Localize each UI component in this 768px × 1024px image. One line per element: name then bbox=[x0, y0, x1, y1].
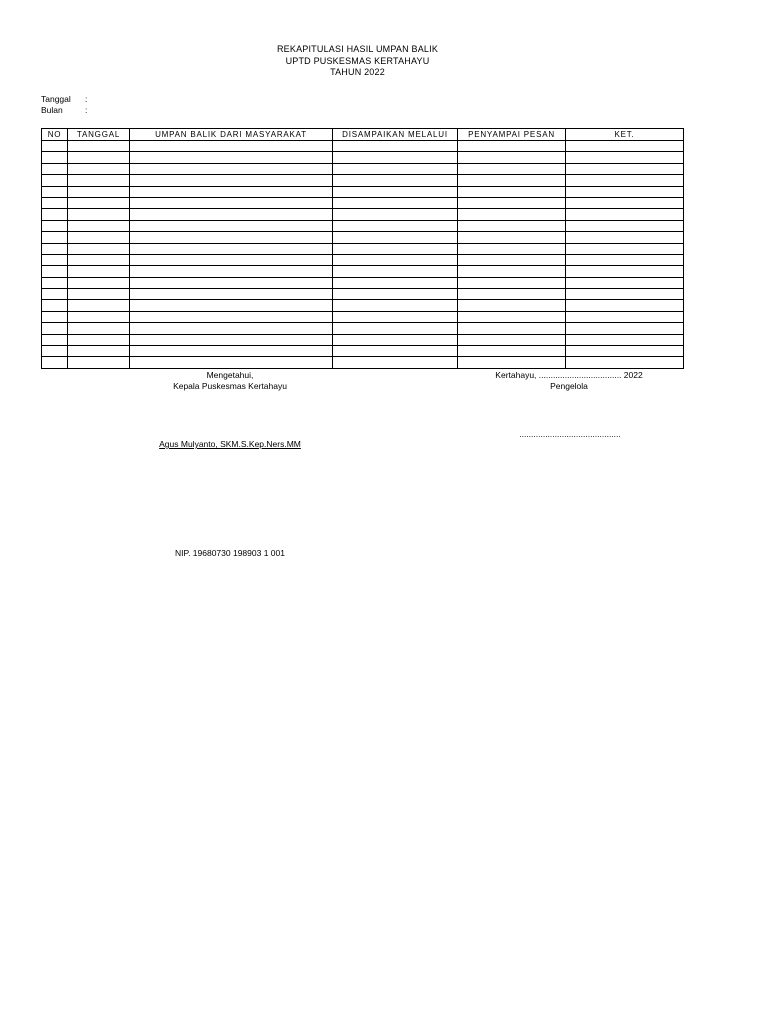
cell-ket bbox=[566, 289, 684, 300]
cell-penyampai-pesan bbox=[458, 152, 566, 163]
cell-disampaikan-melalui bbox=[333, 163, 458, 174]
cell-ket bbox=[566, 311, 684, 322]
cell-tanggal bbox=[68, 163, 130, 174]
bulan-label: Bulan bbox=[41, 105, 63, 115]
table-row bbox=[42, 163, 684, 174]
cell-disampaikan-melalui bbox=[333, 197, 458, 208]
cell-ket bbox=[566, 357, 684, 368]
cell-umpan-balik bbox=[130, 152, 333, 163]
cell-umpan-balik bbox=[130, 186, 333, 197]
col-header-ket: KET. bbox=[566, 129, 684, 141]
cell-tanggal bbox=[68, 277, 130, 288]
table-row bbox=[42, 209, 684, 220]
head-title: Kepala Puskesmas Kertahayu bbox=[173, 381, 287, 391]
cell-ket bbox=[566, 277, 684, 288]
cell-umpan-balik bbox=[130, 254, 333, 265]
cell-no bbox=[42, 323, 68, 334]
meta-bulan bbox=[41, 105, 87, 116]
document-title bbox=[0, 44, 715, 79]
cell-no bbox=[42, 289, 68, 300]
cell-penyampai-pesan bbox=[458, 209, 566, 220]
cell-penyampai-pesan bbox=[458, 220, 566, 231]
cell-umpan-balik bbox=[130, 300, 333, 311]
cell-no bbox=[42, 186, 68, 197]
cell-disampaikan-melalui bbox=[333, 186, 458, 197]
cell-ket bbox=[566, 266, 684, 277]
cell-penyampai-pesan bbox=[458, 277, 566, 288]
cell-disampaikan-melalui bbox=[333, 243, 458, 254]
cell-umpan-balik bbox=[130, 266, 333, 277]
cell-tanggal bbox=[68, 152, 130, 163]
cell-ket bbox=[566, 141, 684, 152]
cell-umpan-balik bbox=[130, 311, 333, 322]
table-row bbox=[42, 254, 684, 265]
cell-ket bbox=[566, 220, 684, 231]
cell-no bbox=[42, 220, 68, 231]
cell-umpan-balik bbox=[130, 243, 333, 254]
table-row bbox=[42, 334, 684, 345]
cell-disampaikan-melalui bbox=[333, 346, 458, 357]
cell-no bbox=[42, 277, 68, 288]
cell-tanggal bbox=[68, 232, 130, 243]
cell-disampaikan-melalui bbox=[333, 141, 458, 152]
cell-umpan-balik bbox=[130, 334, 333, 345]
manager-role: Pengelola bbox=[550, 381, 588, 391]
cell-disampaikan-melalui bbox=[333, 277, 458, 288]
cell-penyampai-pesan bbox=[458, 289, 566, 300]
title-line-2: UPTD PUSKESMAS KERTAHAYU bbox=[285, 55, 430, 66]
cell-ket bbox=[566, 300, 684, 311]
cell-tanggal bbox=[68, 220, 130, 231]
place-date: Kertahayu, ................................... 2022 bbox=[495, 370, 643, 380]
cell-penyampai-pesan bbox=[458, 254, 566, 265]
cell-penyampai-pesan bbox=[458, 311, 566, 322]
cell-umpan-balik bbox=[130, 357, 333, 368]
cell-disampaikan-melalui bbox=[333, 175, 458, 186]
table-row bbox=[42, 175, 684, 186]
cell-penyampai-pesan bbox=[458, 186, 566, 197]
col-header-no: NO bbox=[42, 129, 68, 141]
cell-penyampai-pesan bbox=[458, 232, 566, 243]
cell-disampaikan-melalui bbox=[333, 266, 458, 277]
table-body bbox=[42, 141, 684, 369]
cell-disampaikan-melalui bbox=[333, 220, 458, 231]
table-row bbox=[42, 357, 684, 368]
cell-ket bbox=[566, 163, 684, 174]
cell-no bbox=[42, 266, 68, 277]
cell-penyampai-pesan bbox=[458, 300, 566, 311]
cell-disampaikan-melalui bbox=[333, 209, 458, 220]
cell-penyampai-pesan bbox=[458, 323, 566, 334]
title-line-1: REKAPITULASI HASIL UMPAN BALIK bbox=[276, 44, 439, 54]
cell-tanggal bbox=[68, 141, 130, 152]
table-row bbox=[42, 141, 684, 152]
cell-tanggal bbox=[68, 311, 130, 322]
cell-umpan-balik bbox=[130, 209, 333, 220]
cell-tanggal bbox=[68, 334, 130, 345]
cell-tanggal bbox=[68, 175, 130, 186]
cell-ket bbox=[566, 334, 684, 345]
cell-penyampai-pesan bbox=[458, 175, 566, 186]
cell-no bbox=[42, 346, 68, 357]
cell-disampaikan-melalui bbox=[333, 289, 458, 300]
cell-penyampai-pesan bbox=[458, 243, 566, 254]
cell-tanggal bbox=[68, 243, 130, 254]
cell-disampaikan-melalui bbox=[333, 254, 458, 265]
table-row bbox=[42, 323, 684, 334]
cell-tanggal bbox=[68, 289, 130, 300]
manager-name-placeholder: ........................................... bbox=[519, 429, 621, 439]
cell-ket bbox=[566, 175, 684, 186]
cell-disampaikan-melalui bbox=[333, 300, 458, 311]
cell-disampaikan-melalui bbox=[333, 357, 458, 368]
table-row bbox=[42, 311, 684, 322]
cell-umpan-balik bbox=[130, 220, 333, 231]
cell-disampaikan-melalui bbox=[333, 152, 458, 163]
cell-umpan-balik bbox=[130, 277, 333, 288]
cell-no bbox=[42, 209, 68, 220]
cell-umpan-balik bbox=[130, 346, 333, 357]
table-row bbox=[42, 152, 684, 163]
col-header-disampaikan-melalui: DISAMPAIKAN MELALUI bbox=[333, 129, 458, 141]
cell-penyampai-pesan bbox=[458, 197, 566, 208]
cell-ket bbox=[566, 254, 684, 265]
cell-no bbox=[42, 232, 68, 243]
cell-no bbox=[42, 357, 68, 368]
cell-ket bbox=[566, 197, 684, 208]
table-row bbox=[42, 232, 684, 243]
table-row bbox=[42, 197, 684, 208]
cell-penyampai-pesan bbox=[458, 141, 566, 152]
cell-umpan-balik bbox=[130, 323, 333, 334]
cell-umpan-balik bbox=[130, 163, 333, 174]
cell-tanggal bbox=[68, 254, 130, 265]
recap-table bbox=[41, 128, 684, 369]
table-row bbox=[42, 243, 684, 254]
acknowledged-label: Mengetahui, bbox=[206, 370, 254, 380]
cell-umpan-balik bbox=[130, 175, 333, 186]
head-nip: NIP. 19680730 198903 1 001 bbox=[175, 548, 285, 558]
cell-no bbox=[42, 300, 68, 311]
cell-disampaikan-melalui bbox=[333, 232, 458, 243]
cell-no bbox=[42, 311, 68, 322]
meta-tanggal bbox=[41, 94, 87, 105]
cell-no bbox=[42, 163, 68, 174]
right-signature-block bbox=[478, 370, 660, 392]
cell-disampaikan-melalui bbox=[333, 334, 458, 345]
left-signature-block bbox=[150, 370, 310, 392]
cell-ket bbox=[566, 346, 684, 357]
cell-disampaikan-melalui bbox=[333, 311, 458, 322]
cell-tanggal bbox=[68, 209, 130, 220]
table-row bbox=[42, 266, 684, 277]
cell-tanggal bbox=[68, 186, 130, 197]
cell-tanggal bbox=[68, 346, 130, 357]
tanggal-label: Tanggal bbox=[41, 94, 71, 104]
cell-penyampai-pesan bbox=[458, 346, 566, 357]
cell-umpan-balik bbox=[130, 141, 333, 152]
col-header-tanggal: TANGGAL bbox=[68, 129, 130, 141]
cell-tanggal bbox=[68, 323, 130, 334]
cell-no bbox=[42, 197, 68, 208]
cell-no bbox=[42, 175, 68, 186]
head-name: Agus Mulyanto, SKM.S.Kep.Ners.MM bbox=[159, 439, 301, 449]
cell-umpan-balik bbox=[130, 289, 333, 300]
cell-no bbox=[42, 334, 68, 345]
cell-tanggal bbox=[68, 300, 130, 311]
cell-no bbox=[42, 254, 68, 265]
cell-no bbox=[42, 141, 68, 152]
cell-penyampai-pesan bbox=[458, 266, 566, 277]
cell-penyampai-pesan bbox=[458, 357, 566, 368]
cell-ket bbox=[566, 323, 684, 334]
tanggal-separator: : bbox=[85, 94, 88, 104]
table-row bbox=[42, 277, 684, 288]
table-header-row bbox=[42, 129, 684, 141]
table-row bbox=[42, 220, 684, 231]
cell-penyampai-pesan bbox=[458, 334, 566, 345]
table-row bbox=[42, 346, 684, 357]
cell-no bbox=[42, 243, 68, 254]
cell-ket bbox=[566, 152, 684, 163]
cell-ket bbox=[566, 232, 684, 243]
table-row bbox=[42, 289, 684, 300]
cell-tanggal bbox=[68, 357, 130, 368]
cell-ket bbox=[566, 186, 684, 197]
col-header-umpan-balik: UMPAN BALIK DARI MASYARAKAT bbox=[130, 129, 333, 141]
cell-no bbox=[42, 152, 68, 163]
table-row bbox=[42, 300, 684, 311]
cell-ket bbox=[566, 243, 684, 254]
cell-tanggal bbox=[68, 197, 130, 208]
table-row bbox=[42, 186, 684, 197]
col-header-penyampai-pesan: PENYAMPAI PESAN bbox=[458, 129, 566, 141]
cell-penyampai-pesan bbox=[458, 163, 566, 174]
cell-ket bbox=[566, 209, 684, 220]
cell-tanggal bbox=[68, 266, 130, 277]
cell-umpan-balik bbox=[130, 232, 333, 243]
cell-disampaikan-melalui bbox=[333, 323, 458, 334]
bulan-separator: : bbox=[85, 105, 88, 115]
cell-umpan-balik bbox=[130, 197, 333, 208]
title-line-3: TAHUN 2022 bbox=[330, 67, 385, 77]
